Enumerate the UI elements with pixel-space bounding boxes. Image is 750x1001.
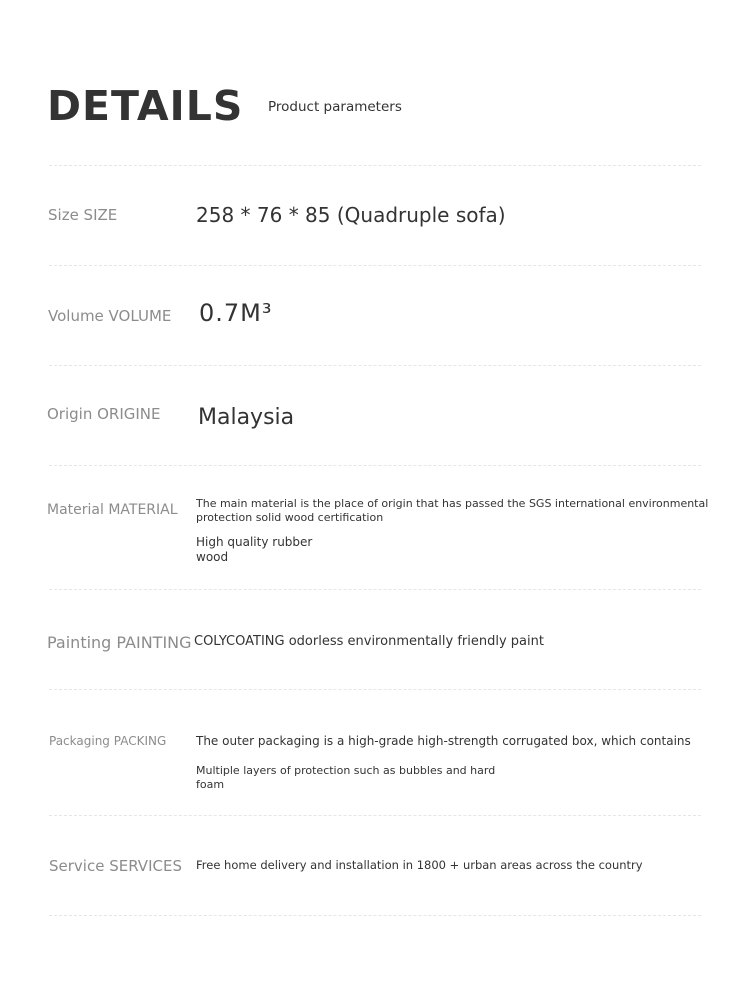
volume-value: 0.7M³ [199, 299, 273, 327]
divider [49, 689, 701, 690]
painting-value: COLYCOATING odorless environmentally friendly paint [194, 634, 544, 649]
packing-label: Packaging PACKING [49, 734, 167, 748]
material-line: The main material is the place of origin that has passed the SGS international environmental [196, 497, 709, 510]
divider [49, 165, 701, 166]
services-label: Service SERVICES [49, 857, 182, 875]
origin-label: Origin ORIGINE [47, 405, 161, 423]
origin-value: Malaysia [198, 405, 295, 430]
volume-label: Volume VOLUME [48, 307, 172, 325]
packing-description: The outer packaging is a high-grade high-strength corrugated box, which contains [196, 734, 691, 748]
painting-label: Painting PAINTING [47, 633, 192, 652]
size-label: Size SIZE [48, 206, 118, 224]
material-line: wood [196, 550, 229, 564]
divider [49, 915, 701, 916]
divider [49, 265, 701, 266]
divider [49, 589, 701, 590]
divider [49, 365, 701, 366]
size-value: 258 * 76 * 85 (Quadruple sofa) [196, 203, 506, 227]
material-description [196, 497, 708, 525]
material-label: Material MATERIAL [47, 502, 178, 518]
packing-line: Multiple layers of protection such as bubbles and hard [196, 764, 496, 777]
packing-protection [196, 764, 495, 792]
services-value: Free home delivery and installation in 1800 + urban areas across the country [196, 858, 643, 872]
material-line: protection solid wood certification [196, 511, 384, 524]
divider [49, 465, 701, 466]
page-subtitle: Product parameters [268, 99, 402, 115]
material-line: High quality rubber [196, 535, 313, 549]
packing-line: foam [196, 778, 225, 791]
page-title: DETAILS [47, 82, 244, 130]
divider [49, 815, 701, 816]
material-type [196, 535, 312, 565]
